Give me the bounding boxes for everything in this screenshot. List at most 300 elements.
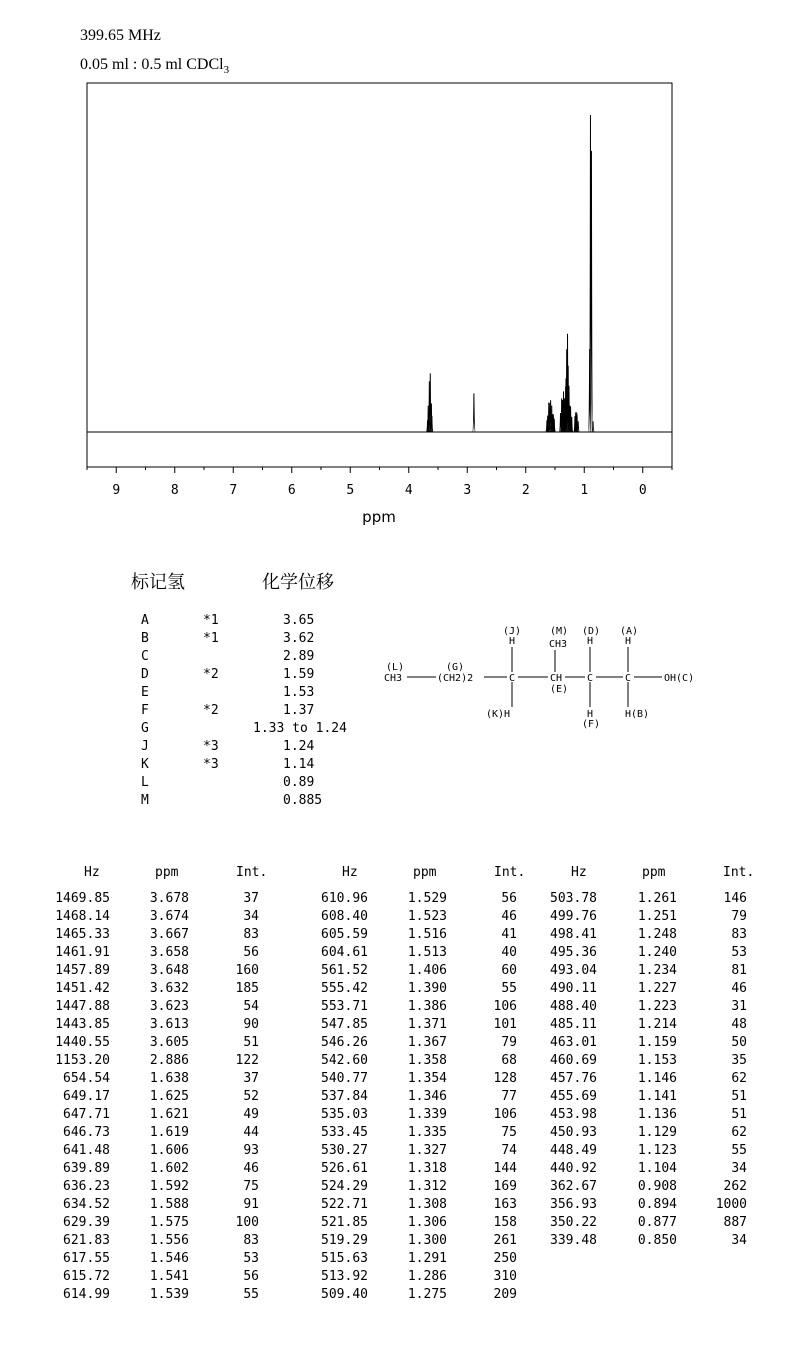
shift-label: D (141, 667, 149, 682)
peak-table-row (258, 962, 528, 980)
peak-intensity: 90 (243, 1017, 259, 1032)
peak-ppm: 1.234 (637, 963, 677, 978)
peak-hz: 526.61 (321, 1161, 368, 1176)
shift-value: 1.37 (283, 703, 315, 718)
shift-row (0, 648, 400, 666)
peak-table-row (500, 908, 770, 926)
peak-ppm: 1.286 (407, 1269, 447, 1284)
peak-ppm: 1.240 (637, 945, 677, 960)
peak-hz: 519.29 (321, 1233, 368, 1248)
peak-ppm: 1.123 (637, 1143, 677, 1158)
peak-table-row (500, 926, 770, 944)
peak-ppm: 1.153 (637, 1053, 677, 1068)
peak-table-header-cell: ppm (155, 865, 179, 880)
peak-intensity: 48 (731, 1017, 747, 1032)
peak-table-row (0, 1250, 270, 1268)
peak-ppm: 1.159 (637, 1035, 677, 1050)
peak-hz: 1457.89 (55, 963, 110, 978)
peak-ppm: 1.308 (407, 1197, 447, 1212)
peak-hz: 498.41 (550, 927, 597, 942)
label-G: (G) (446, 662, 465, 673)
peak-hz: 634.52 (63, 1197, 110, 1212)
peak-intensity: 46 (501, 909, 517, 924)
peak-intensity: 56 (243, 1269, 259, 1284)
peak-hz: 503.78 (550, 891, 597, 906)
peak-ppm: 1.625 (149, 1089, 189, 1104)
peak-table-row (258, 1214, 528, 1232)
peak-table-row (258, 980, 528, 998)
peak-table-row (258, 1106, 528, 1124)
peak-table-row (0, 1052, 270, 1070)
peak-intensity: 60 (501, 963, 517, 978)
peak-hz: 641.48 (63, 1143, 110, 1158)
peak-hz: 339.48 (550, 1233, 597, 1248)
peak-ppm: 0.908 (637, 1179, 677, 1194)
shift-row (0, 630, 400, 648)
x-tick-label: 5 (346, 483, 355, 498)
peak-ppm: 1.575 (149, 1215, 189, 1230)
peak-hz: 617.55 (63, 1251, 110, 1266)
peak-ppm: 1.539 (149, 1287, 189, 1302)
peak-ppm: 1.300 (407, 1233, 447, 1248)
peak-hz: 604.61 (321, 945, 368, 960)
peak-ppm: 1.306 (407, 1215, 447, 1230)
peak-ppm: 1.541 (149, 1269, 189, 1284)
peak-table-row (0, 1286, 270, 1304)
peak-hz: 629.39 (63, 1215, 110, 1230)
shift-value: 1.24 (283, 739, 315, 754)
peak-ppm: 1.367 (407, 1035, 447, 1050)
peak-intensity: 79 (501, 1035, 517, 1050)
peak-hz: 610.96 (321, 891, 368, 906)
peak-hz: 509.40 (321, 1287, 368, 1302)
peak-table-row (0, 908, 270, 926)
peak-table-row (0, 1106, 270, 1124)
peak-intensity: 37 (243, 891, 259, 906)
peak-intensity: 163 (493, 1197, 517, 1212)
peak-table-row (258, 1142, 528, 1160)
peak-ppm: 1.390 (407, 981, 447, 996)
peak-ppm: 1.546 (149, 1251, 189, 1266)
peak-intensity: 46 (731, 981, 747, 996)
peak-intensity: 53 (731, 945, 747, 960)
peak-table-row (500, 1196, 770, 1214)
peak-hz: 654.54 (63, 1071, 110, 1086)
peak-intensity: 79 (731, 909, 747, 924)
peak-table-header-cell: Int. (494, 865, 526, 880)
peak-table-row (500, 998, 770, 1016)
peak-table-row (0, 1142, 270, 1160)
peak-ppm: 1.223 (637, 999, 677, 1014)
group-OH: OH(C) (664, 673, 695, 684)
peak-intensity: 144 (493, 1161, 517, 1176)
peak-hz: 522.71 (321, 1197, 368, 1212)
peak-hz: 490.11 (550, 981, 597, 996)
peak-hz: 605.59 (321, 927, 368, 942)
x-tick-label: 7 (229, 483, 238, 498)
peak-hz: 553.71 (321, 999, 368, 1014)
peak-intensity: 34 (731, 1233, 747, 1248)
peak-hz: 646.73 (63, 1125, 110, 1140)
shift-row (0, 684, 400, 702)
peak-ppm: 3.632 (149, 981, 189, 996)
peak-ppm: 1.371 (407, 1017, 447, 1032)
peak-hz: 535.03 (321, 1107, 368, 1122)
peak-ppm: 1.251 (637, 909, 677, 924)
peak-ppm: 1.227 (637, 981, 677, 996)
peak-intensity: 51 (731, 1107, 747, 1122)
peak-table-header-cell: ppm (413, 865, 437, 880)
peak-intensity: 75 (501, 1125, 517, 1140)
peak-hz: 547.85 (321, 1017, 368, 1032)
peak-ppm: 1.523 (407, 909, 447, 924)
peak-table-row (0, 1124, 270, 1142)
peak-hz: 1468.14 (55, 909, 110, 924)
peak-table-row (0, 890, 270, 908)
peak-ppm: 1.104 (637, 1161, 677, 1176)
atom-H-B: H(B) (625, 709, 650, 720)
peak-table-row (500, 1214, 770, 1232)
peak-ppm: 1.516 (407, 927, 447, 942)
x-tick-label: 9 (112, 483, 121, 498)
peak-hz: 362.67 (550, 1179, 597, 1194)
peak-hz: 647.71 (63, 1107, 110, 1122)
shift-label: G (141, 721, 149, 736)
spectrum-peak (473, 393, 476, 432)
peak-hz: 524.29 (321, 1179, 368, 1194)
x-tick-label: 6 (287, 483, 296, 498)
peak-hz: 614.99 (63, 1287, 110, 1302)
peak-ppm: 3.674 (149, 909, 189, 924)
peak-intensity: 262 (723, 1179, 747, 1194)
peak-ppm: 1.588 (149, 1197, 189, 1212)
peak-table-header-cell: Hz (84, 865, 100, 880)
peak-intensity: 68 (501, 1053, 517, 1068)
peak-ppm: 1.592 (149, 1179, 189, 1194)
peak-table-row (258, 1178, 528, 1196)
peak-table-header-cell: Hz (342, 865, 358, 880)
peak-intensity: 122 (235, 1053, 259, 1068)
shift-row (0, 720, 400, 738)
peak-table-row (258, 1088, 528, 1106)
peak-ppm: 1.318 (407, 1161, 447, 1176)
peak-ppm: 1.275 (407, 1287, 447, 1302)
nmr-spectrum-chart (0, 0, 794, 540)
peak-ppm: 1.619 (149, 1125, 189, 1140)
peak-table-row (500, 1016, 770, 1034)
shift-label: K (141, 757, 149, 772)
peak-table-row (500, 1088, 770, 1106)
col-header-shift: 化学位移 (262, 572, 334, 593)
peak-ppm: 1.327 (407, 1143, 447, 1158)
peak-ppm: 1.214 (637, 1017, 677, 1032)
peak-intensity: 310 (493, 1269, 517, 1284)
peak-hz: 448.49 (550, 1143, 597, 1158)
peak-table-row (0, 926, 270, 944)
peak-hz: 1451.42 (55, 981, 110, 996)
peak-hz: 1465.33 (55, 927, 110, 942)
atom-H-K: (K)H (486, 709, 511, 720)
x-tick-label: 2 (521, 483, 530, 498)
peak-table-row (258, 944, 528, 962)
peak-hz: 463.01 (550, 1035, 597, 1050)
peak-ppm: 1.358 (407, 1053, 447, 1068)
peak-hz: 537.84 (321, 1089, 368, 1104)
x-axis-label: ppm (362, 508, 396, 526)
shift-label: A (141, 613, 149, 628)
shift-note: *1 (203, 613, 219, 628)
shift-value: 1.53 (283, 685, 315, 700)
peak-intensity: 250 (493, 1251, 517, 1266)
peak-hz: 533.45 (321, 1125, 368, 1140)
peak-hz: 555.42 (321, 981, 368, 996)
peak-table-row (500, 962, 770, 980)
peak-table-row (500, 1178, 770, 1196)
peak-table-row (258, 1070, 528, 1088)
shift-label: M (141, 793, 149, 808)
peak-ppm: 1.141 (637, 1089, 677, 1104)
atom-H-J: H (509, 636, 516, 647)
label-M: (M) (550, 626, 569, 637)
peak-hz: 540.77 (321, 1071, 368, 1086)
peak-hz: 608.40 (321, 909, 368, 924)
peak-hz: 546.26 (321, 1035, 368, 1050)
peak-ppm: 3.623 (149, 999, 189, 1014)
peak-ppm: 0.850 (637, 1233, 677, 1248)
label-J: (J) (503, 626, 522, 637)
peak-hz: 450.93 (550, 1125, 597, 1140)
peak-intensity: 51 (731, 1089, 747, 1104)
group-CH: CH (550, 673, 563, 684)
peak-hz: 621.83 (63, 1233, 110, 1248)
plot-frame (87, 83, 672, 467)
peak-table-header-cell: Hz (571, 865, 587, 880)
shift-row (0, 666, 403, 684)
col-header-hydrogen: 标记氢 (131, 572, 185, 593)
shift-row (0, 756, 400, 774)
spectrum-peaks (426, 115, 594, 432)
peak-table-header (500, 864, 770, 882)
peak-table-header-cell: ppm (642, 865, 666, 880)
shift-note: *3 (203, 757, 219, 772)
label-F: (F) (582, 719, 601, 730)
concentration-subscript: 3 (223, 64, 230, 77)
peak-intensity: 101 (493, 1017, 517, 1032)
peak-intensity: 46 (243, 1161, 259, 1176)
peak-hz: 485.11 (550, 1017, 597, 1032)
shift-value: 1.14 (283, 757, 315, 772)
peak-table-row (258, 1268, 528, 1286)
peak-hz: 515.63 (321, 1251, 368, 1266)
peak-hz: 453.98 (550, 1107, 597, 1122)
peak-ppm: 1.248 (637, 927, 677, 942)
shift-value: 0.89 (283, 775, 315, 790)
peak-hz: 1443.85 (55, 1017, 110, 1032)
peak-intensity: 83 (243, 1233, 259, 1248)
peak-table-row (0, 1196, 270, 1214)
peak-intensity: 49 (243, 1107, 259, 1122)
peak-ppm: 3.678 (149, 891, 189, 906)
peak-ppm: 1.529 (407, 891, 447, 906)
peak-table-row (0, 980, 270, 998)
peak-hz: 455.69 (550, 1089, 597, 1104)
peak-table-row (500, 1034, 770, 1052)
peak-ppm: 1.335 (407, 1125, 447, 1140)
peak-table-row (0, 1070, 270, 1088)
peak-ppm: 1.602 (149, 1161, 189, 1176)
peak-intensity: 887 (723, 1215, 747, 1230)
peak-intensity: 56 (501, 891, 517, 906)
peak-intensity: 55 (243, 1287, 259, 1302)
peak-hz: 542.60 (321, 1053, 368, 1068)
x-tick-label: 1 (580, 483, 589, 498)
peak-hz: 457.76 (550, 1071, 597, 1086)
shift-label: J (141, 739, 149, 754)
peak-intensity: 83 (243, 927, 259, 942)
peak-hz: 513.92 (321, 1269, 368, 1284)
peak-table-row (0, 1160, 270, 1178)
peak-intensity: 40 (501, 945, 517, 960)
group-ch3-M: CH3 (549, 639, 568, 650)
concentration-text: 0.05 ml : 0.5 ml CDCl (80, 56, 224, 73)
atom-H-A: H (625, 636, 632, 647)
shift-label: L (141, 775, 149, 790)
x-tick-label: 4 (404, 483, 413, 498)
peak-hz: 1153.20 (55, 1053, 110, 1068)
atom-C3: C (625, 673, 632, 684)
peak-table-row (258, 908, 528, 926)
peak-table-row (500, 1070, 770, 1088)
peak-ppm: 1.146 (637, 1071, 677, 1086)
shift-note: *3 (203, 739, 219, 754)
peak-table-row (0, 998, 270, 1016)
peak-intensity: 56 (243, 945, 259, 960)
peak-intensity: 93 (243, 1143, 259, 1158)
shift-value: 1.33 to 1.24 (253, 721, 347, 736)
peak-intensity: 81 (731, 963, 747, 978)
peak-ppm: 1.386 (407, 999, 447, 1014)
peak-intensity: 51 (243, 1035, 259, 1050)
peak-hz: 356.93 (550, 1197, 597, 1212)
peak-table-row (500, 944, 770, 962)
peak-intensity: 106 (493, 1107, 517, 1122)
peak-hz: 561.52 (321, 963, 368, 978)
shift-row (0, 738, 400, 756)
peak-hz: 615.72 (63, 1269, 110, 1284)
label-D: (D) (582, 626, 601, 637)
peak-table-row (258, 1052, 528, 1070)
shift-row (0, 702, 400, 720)
shift-row (0, 774, 400, 792)
peak-table-row (258, 1232, 528, 1250)
x-tick-label: 3 (463, 483, 472, 498)
peak-intensity: 185 (235, 981, 259, 996)
peak-hz: 493.04 (550, 963, 597, 978)
shift-label: E (141, 685, 149, 700)
peak-hz: 499.76 (550, 909, 597, 924)
peak-ppm: 1.129 (637, 1125, 677, 1140)
peak-table-row (0, 1034, 270, 1052)
peak-table-header-cell: Int. (236, 865, 268, 880)
peak-ppm: 1.136 (637, 1107, 677, 1122)
peak-intensity: 31 (731, 999, 747, 1014)
peak-intensity: 44 (243, 1125, 259, 1140)
peak-ppm: 0.894 (637, 1197, 677, 1212)
peak-intensity: 1000 (715, 1197, 747, 1212)
shift-value: 0.885 (283, 793, 323, 808)
peak-table-row (258, 926, 528, 944)
shift-label: B (141, 631, 149, 646)
peak-intensity: 128 (493, 1071, 517, 1086)
peak-table-header (0, 864, 270, 882)
peak-ppm: 3.667 (149, 927, 189, 942)
peak-ppm: 1.638 (149, 1071, 189, 1086)
peak-table-row (0, 944, 270, 962)
shift-value: 1.59 (283, 667, 315, 682)
label-E: (E) (550, 684, 569, 695)
shift-row (0, 612, 400, 630)
peak-table-row (0, 962, 270, 980)
peak-ppm: 1.354 (407, 1071, 447, 1086)
peak-intensity: 34 (243, 909, 259, 924)
peak-table-row (258, 1250, 528, 1268)
peak-intensity: 55 (731, 1143, 747, 1158)
shift-value: 3.62 (283, 631, 315, 646)
shift-value: 2.89 (283, 649, 315, 664)
peak-intensity: 75 (243, 1179, 259, 1194)
frequency-label: 399.65 MHz (80, 27, 161, 44)
peak-intensity: 41 (501, 927, 517, 942)
label-A: (A) (620, 626, 639, 637)
peak-table-row (500, 1106, 770, 1124)
peak-table-row (500, 1160, 770, 1178)
peak-ppm: 3.648 (149, 963, 189, 978)
peak-table-row (0, 1016, 270, 1034)
peak-ppm: 0.877 (637, 1215, 677, 1230)
peak-table-row (258, 1034, 528, 1052)
peak-hz: 530.27 (321, 1143, 368, 1158)
peak-table-row (258, 1286, 528, 1304)
peak-ppm: 3.613 (149, 1017, 189, 1032)
peak-ppm: 1.556 (149, 1233, 189, 1248)
peak-intensity: 209 (493, 1287, 517, 1302)
peak-table-row (258, 1196, 528, 1214)
group-ch2n: (CH2)2 (437, 673, 474, 684)
peak-ppm: 1.606 (149, 1143, 189, 1158)
peak-table-row (500, 1232, 770, 1250)
shift-value: 3.65 (283, 613, 315, 628)
peak-ppm: 1.406 (407, 963, 447, 978)
peak-ppm: 2.886 (149, 1053, 189, 1068)
peak-intensity: 54 (243, 999, 259, 1014)
peak-intensity: 261 (493, 1233, 517, 1248)
peak-hz: 521.85 (321, 1215, 368, 1230)
peak-table-row (0, 1268, 270, 1286)
peak-ppm: 1.339 (407, 1107, 447, 1122)
peak-ppm: 1.621 (149, 1107, 189, 1122)
peak-hz: 1469.85 (55, 891, 110, 906)
peak-hz: 636.23 (63, 1179, 110, 1194)
peak-intensity: 91 (243, 1197, 259, 1212)
peak-table-row (0, 1232, 270, 1250)
peak-intensity: 52 (243, 1089, 259, 1104)
atom-C2: C (587, 673, 594, 684)
peak-table-header (258, 864, 528, 882)
peak-intensity: 34 (731, 1161, 747, 1176)
shift-label: C (141, 649, 149, 664)
peak-table-row (0, 1088, 270, 1106)
peak-intensity: 50 (731, 1035, 747, 1050)
